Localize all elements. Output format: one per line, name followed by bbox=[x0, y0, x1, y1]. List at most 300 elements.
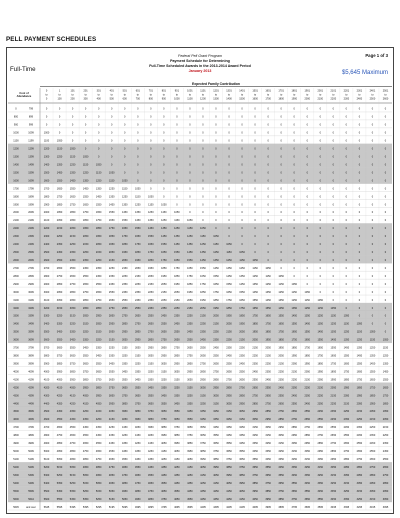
award-cell: 1450 bbox=[304, 322, 311, 326]
award-cell: 2550 bbox=[304, 410, 311, 414]
award-cell: 4600 bbox=[43, 418, 50, 422]
award-cell: 0 bbox=[306, 163, 308, 167]
efc-col-to: to bbox=[97, 93, 100, 97]
award-cell: 3250 bbox=[304, 465, 311, 469]
efc-col-low: 1201 bbox=[213, 89, 219, 93]
award-cell: 2950 bbox=[200, 378, 206, 382]
award-cell: 2050 bbox=[265, 346, 271, 350]
award-cell: 3750 bbox=[95, 378, 102, 382]
award-cell: 2450 bbox=[108, 282, 115, 286]
award-cell: 0 bbox=[267, 171, 269, 175]
award-cell: 2250 bbox=[213, 330, 219, 334]
award-cell: 3050 bbox=[343, 473, 350, 477]
award-cell: 4250 bbox=[69, 402, 76, 406]
award-cell: 1950 bbox=[56, 211, 63, 215]
award-cell: 2950 bbox=[187, 370, 193, 374]
award-cell: 1350 bbox=[226, 266, 232, 270]
coa-high: 4199 bbox=[28, 378, 34, 382]
award-cell: 2650 bbox=[187, 346, 193, 350]
award-cell: 4650 bbox=[69, 434, 76, 438]
award-cell: 1750 bbox=[252, 314, 258, 318]
award-cell: 0 bbox=[254, 203, 256, 207]
award-cell: 0 bbox=[228, 123, 230, 127]
award-cell: 2350 bbox=[121, 282, 128, 286]
coa-low: 0 bbox=[15, 107, 17, 111]
award-cell: 1550 bbox=[382, 378, 389, 382]
efc-col-high: 1700 bbox=[265, 97, 271, 101]
award-cell: 2050 bbox=[82, 235, 89, 239]
award-cell: 1750 bbox=[265, 322, 271, 326]
award-cell: 2650 bbox=[148, 322, 154, 326]
award-cell: 2950 bbox=[278, 426, 284, 430]
award-cell: 0 bbox=[293, 235, 295, 239]
award-cell: 3795 bbox=[291, 505, 298, 509]
efc-col-low: 2401 bbox=[369, 89, 376, 93]
award-cell: 4650 bbox=[174, 497, 180, 501]
award-cell: 3650 bbox=[252, 465, 258, 469]
award-cell: 2450 bbox=[95, 274, 102, 278]
award-cell: 0 bbox=[189, 171, 191, 175]
award-cell: 4150 bbox=[226, 489, 232, 493]
award-cell: 0 bbox=[254, 227, 256, 231]
award-cell: 2150 bbox=[304, 378, 311, 382]
award-cell: 1950 bbox=[304, 362, 311, 366]
award-cell: 0 bbox=[228, 163, 230, 167]
award-cell: 2150 bbox=[356, 410, 363, 414]
award-cell: 0 bbox=[215, 123, 217, 127]
award-cell: 3050 bbox=[356, 481, 363, 485]
award-cell: 0 bbox=[267, 219, 269, 223]
award-cell: 3000 bbox=[43, 290, 50, 294]
award-cell: 0 bbox=[280, 243, 282, 247]
award-cell: 1550 bbox=[148, 235, 154, 239]
award-cell: 1050 bbox=[148, 195, 154, 199]
award-cell: 1450 bbox=[148, 227, 154, 231]
award-cell: 1750 bbox=[213, 290, 219, 294]
award-cell: 0 bbox=[254, 219, 256, 223]
award-cell: 2350 bbox=[161, 306, 167, 310]
award-cell: 1550 bbox=[82, 195, 89, 199]
award-cell: 1450 bbox=[382, 370, 389, 374]
award-cell: 1550 bbox=[69, 187, 76, 191]
award-cell: 2550 bbox=[148, 314, 154, 318]
award-cell: 0 bbox=[202, 163, 204, 167]
efc-col-to: to bbox=[123, 93, 126, 97]
award-cell: 1450 bbox=[291, 314, 298, 318]
award-cell: 0 bbox=[150, 115, 152, 119]
award-cell: 0 bbox=[384, 266, 387, 270]
award-cell: 3250 bbox=[317, 473, 324, 477]
award-cell: 2750 bbox=[330, 442, 337, 446]
award-cell: 1350 bbox=[369, 354, 376, 358]
award-cell: 1550 bbox=[121, 219, 128, 223]
award-cell: 4050 bbox=[134, 426, 141, 430]
award-cell: 2850 bbox=[174, 354, 180, 358]
award-cell: 3450 bbox=[161, 394, 167, 398]
award-cell: 3450 bbox=[187, 410, 193, 414]
award-cell: 0 bbox=[293, 258, 295, 262]
award-cell: 2850 bbox=[82, 298, 89, 302]
coa-high: 1699 bbox=[28, 179, 34, 183]
award-cell: 1350 bbox=[304, 314, 311, 318]
award-cell: 3150 bbox=[317, 465, 324, 469]
award-cell: 2850 bbox=[56, 282, 63, 286]
award-cell: 2650 bbox=[291, 410, 298, 414]
award-cell: 3800 bbox=[43, 354, 50, 358]
award-cell: 3695 bbox=[304, 505, 311, 509]
award-cell: 3350 bbox=[174, 394, 180, 398]
award-cell: 0 bbox=[280, 187, 282, 191]
efc-col-low: 2501 bbox=[382, 89, 389, 93]
award-cell: 0 bbox=[319, 139, 321, 143]
award-cell: 1150 bbox=[252, 266, 258, 270]
award-cell: 2650 bbox=[121, 306, 128, 310]
coa-low: 4600 bbox=[13, 418, 19, 422]
award-cell: 3050 bbox=[174, 370, 180, 374]
award-cell: 2450 bbox=[174, 322, 180, 326]
award-cell: 3250 bbox=[82, 330, 89, 334]
award-cell: 0 bbox=[319, 123, 321, 127]
award-cell: 3450 bbox=[95, 354, 102, 358]
award-cell: 2750 bbox=[239, 386, 245, 390]
award-cell: 0 bbox=[254, 115, 256, 119]
coa-low: 2200 bbox=[13, 227, 19, 231]
award-cell: 0 bbox=[124, 163, 126, 167]
award-cell: 0 bbox=[306, 211, 308, 215]
award-cell: 2450 bbox=[356, 434, 363, 438]
award-cell: 0 bbox=[293, 195, 295, 199]
efc-col-low: 101 bbox=[70, 89, 75, 93]
award-cell: 2550 bbox=[317, 418, 324, 422]
award-cell: 2050 bbox=[369, 410, 376, 414]
award-cell: 2850 bbox=[291, 426, 298, 430]
award-cell: 0 bbox=[319, 187, 321, 191]
award-cell: 0 bbox=[163, 115, 165, 119]
efc-col-low: 1001 bbox=[187, 89, 193, 93]
award-cell: 1550 bbox=[265, 306, 271, 310]
award-cell: 1750 bbox=[161, 258, 167, 262]
award-cell: 2800 bbox=[43, 274, 50, 278]
award-cell: 2850 bbox=[369, 473, 376, 477]
award-cell: 3350 bbox=[69, 330, 76, 334]
award-cell: 2050 bbox=[121, 258, 128, 262]
award-cell: 2350 bbox=[278, 378, 284, 382]
award-cell: 0 bbox=[189, 211, 191, 215]
award-cell: 0 bbox=[176, 171, 178, 175]
award-cell: 1150 bbox=[239, 258, 245, 262]
award-cell: 1050 bbox=[278, 274, 284, 278]
award-cell: 2250 bbox=[330, 402, 337, 406]
award-cell: 0 bbox=[345, 179, 348, 183]
award-cell: 0 bbox=[306, 274, 308, 278]
award-cell: 1350 bbox=[239, 274, 245, 278]
award-cell: 1450 bbox=[134, 219, 141, 223]
efc-col-high: 1600 bbox=[252, 97, 258, 101]
award-cell: 2950 bbox=[356, 473, 363, 477]
award-cell: 4195 bbox=[239, 505, 245, 509]
award-cell: 2450 bbox=[291, 394, 298, 398]
award-cell: 4150 bbox=[148, 442, 154, 446]
award-cell: 3550 bbox=[95, 362, 102, 366]
award-cell: 1450 bbox=[369, 362, 376, 366]
award-cell: 1000 bbox=[43, 131, 50, 135]
award-cell: 5195 bbox=[108, 505, 115, 509]
award-cell: 0 bbox=[371, 195, 374, 199]
award-cell: 5350 bbox=[56, 481, 63, 485]
award-cell: 0 bbox=[254, 147, 256, 151]
award-cell: 2050 bbox=[174, 290, 180, 294]
award-cell: 4150 bbox=[108, 418, 115, 422]
award-cell: 2850 bbox=[161, 346, 167, 350]
award-cell: 3050 bbox=[56, 298, 63, 302]
award-cell: 1850 bbox=[213, 298, 219, 302]
award-cell: 0 bbox=[384, 139, 387, 143]
award-cell: 0 bbox=[202, 171, 204, 175]
award-cell: 1150 bbox=[304, 298, 310, 302]
efc-col-high: 1500 bbox=[239, 97, 245, 101]
efc-col-to: to bbox=[371, 93, 374, 97]
award-cell: 1150 bbox=[95, 171, 102, 175]
award-cell: 5050 bbox=[69, 465, 76, 469]
award-cell: 1750 bbox=[369, 386, 376, 390]
award-cell: 0 bbox=[228, 139, 230, 143]
award-cell: 0 bbox=[111, 163, 113, 167]
award-cell: 1650 bbox=[356, 370, 363, 374]
award-cell: 4050 bbox=[239, 489, 245, 493]
award-cell: 3550 bbox=[187, 418, 193, 422]
award-cell: 0 bbox=[293, 147, 295, 151]
award-cell: 0 bbox=[137, 107, 139, 111]
award-cell: 4850 bbox=[148, 497, 154, 501]
award-cell: 0 bbox=[293, 171, 295, 175]
award-cell: 0 bbox=[319, 203, 321, 207]
award-cell: 4250 bbox=[95, 418, 102, 422]
award-cell: 0 bbox=[150, 155, 152, 159]
award-cell: 0 bbox=[111, 147, 113, 151]
award-cell: 2650 bbox=[213, 362, 219, 366]
award-cell: 0 bbox=[358, 123, 361, 127]
award-cell: 2650 bbox=[134, 314, 141, 318]
award-cell: 0 bbox=[267, 195, 269, 199]
award-cell: 2350 bbox=[356, 426, 363, 430]
efc-col-to: to bbox=[71, 93, 74, 97]
award-cell: 0 bbox=[202, 187, 204, 191]
award-cell: 0 bbox=[319, 147, 321, 151]
award-cell: 4350 bbox=[174, 473, 180, 477]
award-cell: 1250 bbox=[56, 155, 63, 159]
award-cell: 4295 bbox=[226, 505, 232, 509]
award-cell: 0 bbox=[241, 235, 243, 239]
award-cell: 0 bbox=[371, 290, 374, 294]
award-cell: 0 bbox=[176, 123, 178, 127]
award-cell: 2150 bbox=[369, 418, 376, 422]
award-cell: 0 bbox=[319, 274, 321, 278]
award-cell: 2750 bbox=[148, 330, 154, 334]
award-cell: 3350 bbox=[56, 322, 63, 326]
award-cell: 0 bbox=[280, 155, 282, 159]
award-cell: 0 bbox=[371, 211, 374, 215]
award-cell: 0 bbox=[228, 211, 230, 215]
award-cell: 4700 bbox=[43, 426, 50, 430]
award-cell: 0 bbox=[319, 282, 321, 286]
award-cell: 0 bbox=[215, 131, 217, 135]
award-cell: 2050 bbox=[95, 243, 102, 247]
award-cell: 0 bbox=[371, 322, 374, 326]
award-cell: 4095 bbox=[252, 505, 258, 509]
award-cell: 2750 bbox=[369, 465, 376, 469]
coa-low: 2400 bbox=[13, 243, 19, 247]
efc-col-low: 1101 bbox=[200, 89, 206, 93]
efc-col-to: to bbox=[384, 93, 387, 97]
award-cell: 2350 bbox=[382, 442, 389, 446]
award-cell: 1750 bbox=[278, 330, 284, 334]
award-cell: 2400 bbox=[43, 243, 50, 247]
award-cell: 3250 bbox=[252, 434, 258, 438]
award-cell: 2550 bbox=[134, 306, 141, 310]
award-cell: 3250 bbox=[95, 338, 102, 342]
page-number: Page 1 of 3 bbox=[365, 53, 388, 58]
award-cell: 0 bbox=[189, 147, 191, 151]
award-cell: 2750 bbox=[278, 410, 284, 414]
award-cell: 1550 bbox=[187, 258, 193, 262]
award-cell: 0 bbox=[97, 123, 100, 127]
award-cell: 2150 bbox=[121, 266, 128, 270]
award-cell: 3150 bbox=[226, 410, 232, 414]
award-cell: 2450 bbox=[330, 418, 337, 422]
award-cell: 4450 bbox=[108, 442, 115, 446]
award-cell: 2150 bbox=[69, 235, 76, 239]
efc-col-low: 2001 bbox=[317, 89, 324, 93]
award-cell: 4750 bbox=[82, 450, 89, 454]
award-cell: 4550 bbox=[108, 450, 115, 454]
award-cell: 0 bbox=[241, 147, 243, 151]
award-cell: 4495 bbox=[200, 505, 206, 509]
award-cell: 3650 bbox=[69, 354, 76, 358]
award-cell: 4350 bbox=[82, 418, 89, 422]
award-cell: 3050 bbox=[317, 458, 324, 462]
award-cell: 3950 bbox=[121, 410, 128, 414]
award-cell: 1550 bbox=[226, 282, 232, 286]
efc-col-high: 0 bbox=[45, 97, 48, 101]
award-cell: 2750 bbox=[213, 370, 219, 374]
award-cell: 0 bbox=[293, 243, 295, 247]
award-cell: 2150 bbox=[343, 402, 350, 406]
award-cell: 2350 bbox=[187, 322, 193, 326]
efc-col-to: to bbox=[175, 93, 178, 97]
award-cell: 0 bbox=[176, 155, 178, 159]
award-cell: 2850 bbox=[343, 458, 350, 462]
award-cell: 0 bbox=[124, 115, 126, 119]
award-cell: 0 bbox=[345, 243, 348, 247]
award-cell: 0 bbox=[150, 163, 152, 167]
coa-low: 2700 bbox=[13, 266, 19, 270]
award-cell: 1050 bbox=[56, 139, 63, 143]
award-cell: 0 bbox=[384, 211, 387, 215]
award-cell: 5500 bbox=[43, 489, 50, 493]
award-cell: 0 bbox=[202, 123, 204, 127]
award-cell: 3650 bbox=[187, 426, 193, 430]
award-cell: 3050 bbox=[148, 354, 154, 358]
award-cell: 3850 bbox=[121, 402, 128, 406]
award-cell: 4550 bbox=[56, 418, 63, 422]
award-cell: 1250 bbox=[108, 187, 115, 191]
award-cell: 0 bbox=[293, 203, 295, 207]
award-cell: 3950 bbox=[226, 473, 232, 477]
award-cell: 1050 bbox=[291, 282, 298, 286]
award-cell: 2950 bbox=[265, 418, 271, 422]
award-cell: 3250 bbox=[356, 497, 363, 501]
award-cell: 1150 bbox=[122, 187, 128, 191]
award-cell: 1550 bbox=[161, 243, 167, 247]
award-cell: 0 bbox=[280, 266, 282, 270]
award-cell: 0 bbox=[293, 251, 295, 255]
award-cell: 0 bbox=[384, 115, 387, 119]
award-cell: 2550 bbox=[213, 354, 219, 358]
award-cell: 3550 bbox=[213, 434, 219, 438]
award-cell: 0 bbox=[332, 123, 335, 127]
award-cell: 0 bbox=[267, 203, 269, 207]
award-cell: 1050 bbox=[82, 155, 89, 159]
award-cell: 1800 bbox=[43, 195, 50, 199]
award-cell: 1950 bbox=[226, 314, 232, 318]
award-cell: 1650 bbox=[291, 330, 298, 334]
award-cell: 0 bbox=[293, 211, 295, 215]
award-cell: 2250 bbox=[343, 410, 350, 414]
award-cell: 0 bbox=[358, 131, 361, 135]
award-cell: 3750 bbox=[134, 402, 141, 406]
award-cell: 0 bbox=[306, 171, 308, 175]
award-cell: 3550 bbox=[69, 346, 76, 350]
award-cell: 0 bbox=[150, 179, 152, 183]
award-cell: 4750 bbox=[121, 473, 128, 477]
efc-col-high: 1400 bbox=[226, 97, 232, 101]
award-cell: 1450 bbox=[213, 266, 219, 270]
award-cell: 2650 bbox=[226, 370, 232, 374]
award-cell: 1050 bbox=[174, 211, 180, 215]
award-cell: 0 bbox=[371, 314, 374, 318]
award-cell: 3050 bbox=[226, 402, 232, 406]
award-cell: 3950 bbox=[213, 465, 219, 469]
award-cell: 1150 bbox=[317, 306, 323, 310]
coa-low: 3200 bbox=[13, 306, 19, 310]
award-cell: 1550 bbox=[317, 338, 324, 342]
award-cell: 4550 bbox=[82, 434, 89, 438]
award-cell: 1750 bbox=[134, 243, 141, 247]
award-cell: 1450 bbox=[174, 243, 180, 247]
award-cell: 0 bbox=[71, 131, 74, 135]
efc-col-low: 201 bbox=[83, 89, 88, 93]
efc-col-to: to bbox=[254, 93, 257, 97]
award-cell: 3350 bbox=[108, 354, 115, 358]
award-cell: 4400 bbox=[43, 402, 50, 406]
award-cell: 2850 bbox=[252, 402, 258, 406]
award-cell: 0 bbox=[215, 211, 217, 215]
award-cell: 4900 bbox=[43, 442, 50, 446]
award-cell: 0 bbox=[384, 155, 387, 159]
award-cell: 0 bbox=[163, 139, 165, 143]
award-cell: 3950 bbox=[265, 497, 271, 501]
award-cell: 0 bbox=[189, 107, 191, 111]
award-cell: 4950 bbox=[95, 473, 102, 477]
award-cell: 4250 bbox=[108, 426, 115, 430]
award-cell: 3650 bbox=[304, 497, 311, 501]
award-cell: 1450 bbox=[56, 171, 63, 175]
award-cell: 1150 bbox=[135, 195, 141, 199]
award-cell: 1750 bbox=[317, 354, 324, 358]
award-cell: 3650 bbox=[148, 402, 154, 406]
award-cell: 0 bbox=[241, 155, 243, 159]
award-cell: 1750 bbox=[382, 394, 389, 398]
